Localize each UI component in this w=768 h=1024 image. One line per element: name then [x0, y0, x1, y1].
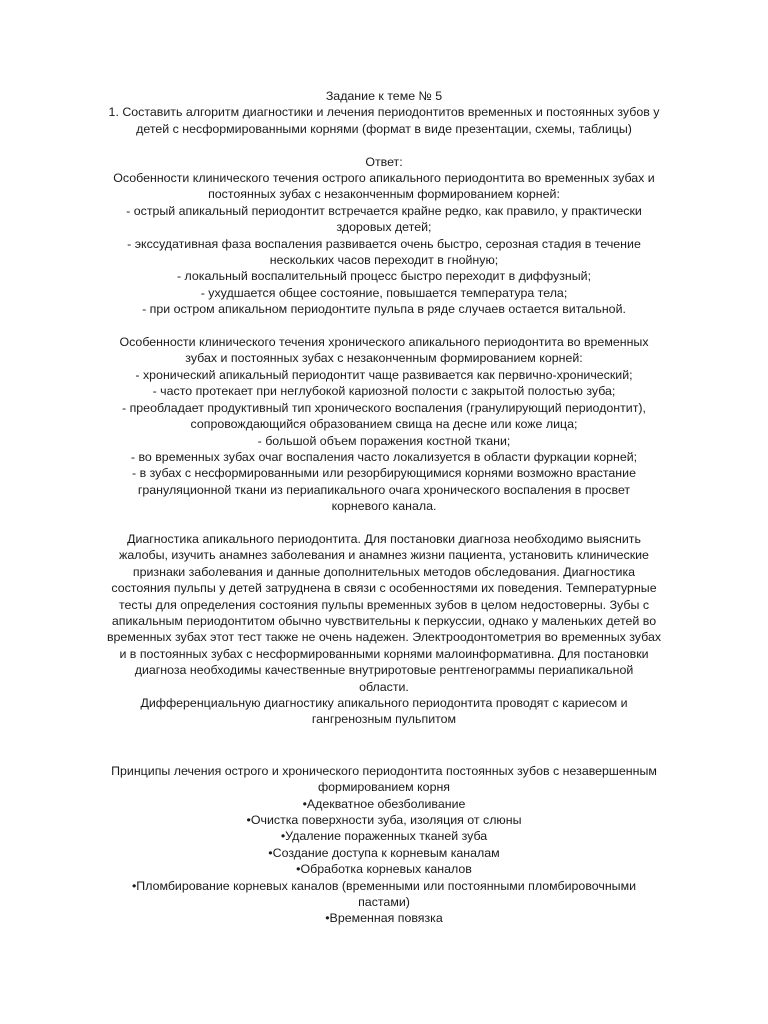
list-item: - острый апикальный периодонтит встречается крайне редко, как правило, у практически — [126, 203, 642, 218]
paragraph-line: и в постоянных зубах с несформированными корнями малоинформативна. Для постановки — [119, 646, 649, 661]
paragraph-line: тесты для определения состояния пульпы временных зубов в целом недостоверны. Зубы с — [118, 597, 650, 612]
paragraph-line: Особенности клинического течения острого апикального периодонтита во временных зубах и — [113, 171, 655, 186]
paragraph-line: зубах и постоянных зубах с незаконченным формированием корней: — [185, 351, 583, 366]
spacer — [93, 137, 675, 153]
paragraph-line: гангренозным пульпитом — [311, 712, 457, 727]
bullet-item: •Обработка корневых каналов — [296, 862, 472, 877]
list-item: - локальный воспалительный процесс быстро переходит в диффузный; — [176, 269, 592, 284]
treatment-section — [93, 763, 675, 927]
list-item: корневого канала. — [331, 499, 437, 514]
list-item: - в зубах с несформированными или резорбирующимися корнями возможно врастание — [132, 466, 636, 481]
paragraph-line: области. — [359, 679, 409, 694]
paragraph-line: апикальным периодонтитом обычно чувствительны к перкуссии, однако у маленьких детей во — [111, 613, 657, 628]
diagnostics-section — [93, 531, 675, 728]
spacer — [93, 318, 675, 334]
paragraph-line: Диагностика апикального периодонтита. Для постановки диагноза необходимо выяснить — [127, 531, 641, 546]
paragraph-line: состояния пульпы у детей затруднена в связи с особенностями их поведения. Температурные — [111, 581, 657, 596]
list-item: - при остром апикальном периодонтите пульпа в ряде случаев остается витальной. — [142, 302, 626, 317]
bullet-item: •Временная повязка — [325, 911, 443, 926]
spacer — [93, 728, 675, 763]
bullet-item: пастами) — [358, 895, 410, 910]
paragraph-line: признаки заболевания и данные дополнительных методов обследования. Диагностика — [132, 564, 636, 579]
list-item: здоровых детей; — [336, 220, 432, 235]
bullet-item: •Удаление пораженных тканей зуба — [280, 829, 488, 844]
bullet-item: •Адекватное обезболивание — [302, 796, 466, 811]
paragraph-line: Особенности клинического течения хронического апикального периодонтита во временных — [119, 335, 649, 350]
bullet-item: •Пломбирование корневых каналов (временными или постоянными пломбировочными — [131, 878, 637, 893]
list-item: - ухудшается общее состояние, повышается температура тела; — [200, 285, 568, 300]
list-item: - во временных зубах очаг воспаления часто локализуется в области фуркации корней; — [130, 449, 638, 464]
spacer — [93, 515, 675, 531]
list-item: - часто протекает при неглубокой кариозной полости с закрытой полостью зуба; — [152, 384, 616, 399]
bullet-item: •Создание доступа к корневым каналам — [268, 845, 500, 860]
paragraph-line: диагноза необходимы качественные внутриротовые рентгенограммы периапикальной — [134, 663, 634, 678]
task-title: Задание к теме № 5 — [325, 89, 443, 103]
answer-heading: Ответ: — [365, 154, 403, 169]
task-text-line: детей с несформированными корнями (формат в виде презентации, схемы, таблицы) — [136, 121, 632, 136]
list-item: - экссудативная фаза воспаления развивается очень быстро, серозная стадия в течение — [127, 236, 641, 251]
paragraph-line: Дифференциальную диагностику апикального периодонтита проводят с кариесом и — [140, 695, 628, 710]
paragraph-line: временных зубах этот тест также не очень надежен. Электроодонтометрия во временных зубах — [106, 630, 662, 645]
treatment-heading: Принципы лечения острого и хронического периодонтита постоянных зубов с незавершенным — [111, 763, 657, 778]
list-item: - хронический апикальный периодонтит чаще развивается как первично-хронический; — [135, 367, 633, 382]
task-header — [93, 88, 675, 137]
bullet-item: •Очистка поверхности зуба, изоляция от слюны — [246, 813, 522, 828]
document-page — [93, 88, 675, 927]
task-text-line: 1. Составить алгоритм диагностики и лечения периодонтитов временных и постоянных зубов у — [108, 105, 660, 120]
list-item: грануляционной ткани из периапикального очага хронического воспаления в просвет — [137, 482, 631, 497]
chronic-section — [93, 334, 675, 514]
paragraph-line: постоянных зубах с незаконченным формированием корней: — [208, 187, 560, 202]
paragraph-line: жалобы, изучить анамнез заболевания и анамнез жизни пациента, установить клинические — [119, 548, 649, 563]
list-item: нескольких часов переходит в гнойную; — [269, 253, 499, 268]
list-item: - преобладает продуктивный тип хронического воспаления (гранулирующий периодонтит), — [122, 400, 646, 415]
answer-section — [93, 154, 675, 318]
list-item: сопровождающийся образованием свища на десне или коже лица; — [190, 417, 578, 432]
list-item: - большой объем поражения костной ткани; — [257, 433, 511, 448]
treatment-heading: формированием корня — [317, 780, 451, 795]
